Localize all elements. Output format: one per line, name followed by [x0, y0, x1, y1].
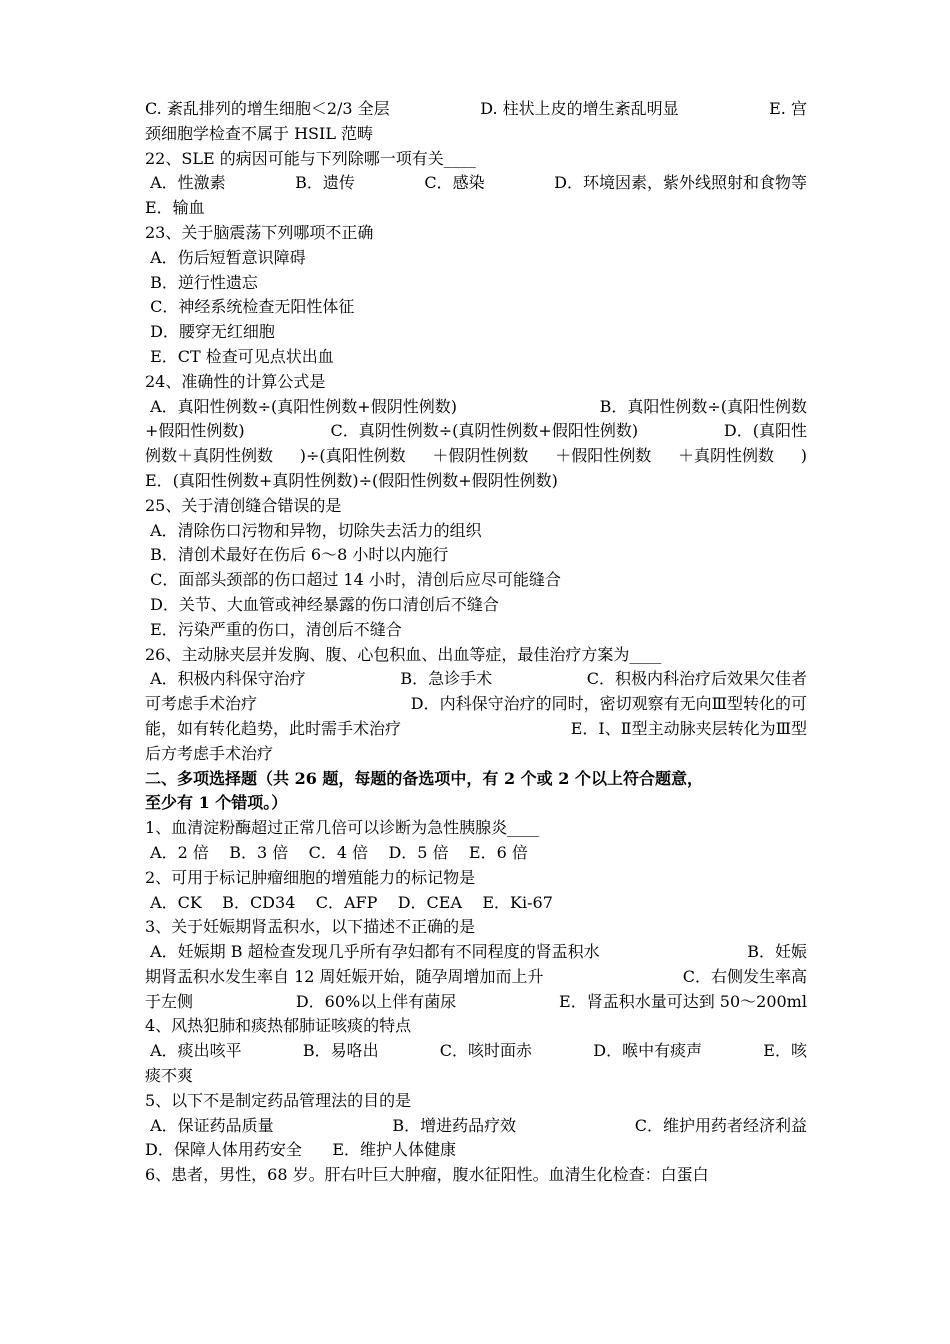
text-line: E．CT 检查可见点状出血	[145, 346, 334, 366]
text-segment: E．Ⅰ、Ⅱ型主动脉夹层转化为Ⅲ型	[570, 718, 807, 738]
text-line-justified	[145, 97, 807, 122]
text-segment: 期肾盂积水发生率自 12 周妊娠开始，随孕周增加而上升	[145, 966, 544, 986]
text-line: D．关节、大血管或神经暴露的伤口清创后不缝合	[145, 594, 499, 614]
text-segment: ＋假阴性例数	[432, 446, 529, 466]
text-segment: ＋真阴性例数	[677, 446, 774, 466]
text-segment: A．痰出咳平	[145, 1041, 242, 1061]
text-segment: D. 柱状上皮的增生紊乱明显	[480, 99, 679, 118]
text-segment: A．真阳性例数÷(真阳性例数+假阴性例数)	[145, 396, 457, 416]
text-line: 24、准确性的计算公式是	[145, 371, 326, 391]
text-segment: E．咳	[763, 1041, 807, 1061]
text-line-justified	[145, 444, 807, 469]
text-segment: C．积极内科治疗后效果欠佳者	[586, 669, 807, 689]
section-heading-line: 二、多项选择题（共 26 题，每题的备选项中，有 2 个或 2 个以上符合题意，	[145, 768, 703, 788]
text-segment: C. 紊乱排列的增生细胞＜2/3 全层	[145, 99, 390, 118]
text-segment: 可考虑手术治疗	[145, 694, 258, 714]
text-line-justified	[145, 667, 807, 692]
text-segment: A．保证药品质量	[145, 1115, 274, 1135]
text-line-justified	[145, 940, 807, 965]
text-segment: B．遗传	[295, 173, 355, 193]
document-page	[145, 97, 807, 1188]
text-segment: D．60%以上伴有菌尿	[295, 991, 457, 1011]
text-segment: B．真阳性例数÷(真阳性例数	[599, 396, 807, 416]
text-segment: C．真阴性例数÷(真阴性例数+假阳性例数)	[330, 421, 639, 441]
text-segment: )	[800, 446, 807, 466]
text-segment: D．(真阳性	[723, 421, 807, 441]
text-line-justified	[145, 717, 807, 742]
text-segment: 于左侧	[145, 991, 194, 1011]
text-line: 痰不爽	[145, 1066, 194, 1086]
text-line: 4、风热犯肺和痰热郁肺证咳痰的特点	[145, 1016, 412, 1036]
text-line: E．输血	[145, 198, 205, 218]
text-line: A．清除伤口污物和异物，切除失去活力的组织	[145, 520, 482, 540]
text-segment: B．急诊手术	[400, 669, 493, 689]
text-line: 后方考虑手术治疗	[145, 743, 274, 763]
text-segment: A．性激素	[145, 173, 226, 193]
text-line-justified	[145, 990, 807, 1015]
text-line: A．伤后短暂意识障碍	[145, 247, 306, 267]
text-line-justified	[145, 965, 807, 990]
text-line: 2、可用于标记肿瘤细胞的增殖能力的标记物是	[145, 867, 476, 887]
text-segment: C．维护用药者经济利益	[634, 1115, 807, 1135]
text-segment: C．右侧发生率高	[682, 966, 807, 986]
text-segment: +假阳性例数)	[145, 421, 245, 441]
text-line: D．保障人体用药安全 E．维护人体健康	[145, 1140, 457, 1160]
text-segment: B．易咯出	[302, 1041, 379, 1061]
text-line: 26、主动脉夹层并发胸、腹、心包积血、出血等症，最佳治疗方案为____	[145, 644, 662, 664]
text-line: 颈细胞学检查不属于 HSIL 范畴	[145, 123, 374, 143]
text-segment: E. 宫	[769, 99, 807, 118]
text-line-justified	[145, 171, 807, 196]
text-line-justified	[145, 1039, 807, 1064]
text-line: D．腰穿无红细胞	[145, 322, 275, 342]
text-line: 22、SLE 的病因可能与下列除哪一项有关____	[145, 148, 476, 168]
text-line: A．CK B．CD34 C．AFP D．CEA E．Ki-67	[145, 892, 553, 912]
text-line: 6、患者，男性，68 岁。肝右叶巨大肿瘤，腹水征阳性。血清生化检查：白蛋白	[145, 1165, 709, 1185]
text-line-justified	[145, 419, 807, 444]
text-line: C．神经系统检查无阳性体征	[145, 297, 355, 317]
text-line: E．污染严重的伤口，清创后不缝合	[145, 619, 402, 639]
text-segment: A．妊娠期 B 超检查发现几乎所有孕妇都有不同程度的肾盂积水	[145, 942, 600, 962]
text-segment: 能，如有转化趋势，此时需手术治疗	[145, 718, 402, 738]
section-heading-line: 至少有 1 个错项。）	[145, 793, 288, 813]
text-segment: ＋假阳性例数	[555, 446, 652, 466]
text-segment: D．内科保守治疗的同时，密切观察有无向Ⅲ型转化的可	[410, 694, 807, 714]
text-line: 5、以下不是制定药品管理法的目的是	[145, 1090, 412, 1110]
text-line: 23、关于脑震荡下列哪项不正确	[145, 222, 374, 242]
text-segment: C．咳时面赤	[439, 1041, 533, 1061]
text-line: E．(真阳性例数+真阴性例数)÷(假阳性例数+假阴性例数)	[145, 470, 558, 490]
text-line: 3、关于妊娠期肾盂积水，以下描述不正确的是	[145, 917, 476, 937]
text-segment: B．妊娠	[747, 942, 807, 962]
text-line-justified	[145, 692, 807, 717]
text-line: 25、关于清创缝合错误的是	[145, 495, 342, 515]
text-line: B．逆行性遗忘	[145, 272, 258, 292]
text-line: A．2 倍 B．3 倍 C．4 倍 D．5 倍 E．6 倍	[145, 842, 528, 862]
text-segment: )÷(真阳性例数	[299, 446, 406, 466]
text-line-justified	[145, 395, 807, 420]
text-segment: B．增进药品疗效	[392, 1115, 517, 1135]
text-segment: A．积极内科保守治疗	[145, 669, 306, 689]
text-line-justified	[145, 1114, 807, 1139]
text-segment: D．喉中有痰声	[593, 1041, 703, 1061]
text-segment: D．环境因素，紫外线照射和食物等	[554, 173, 807, 193]
text-segment: 例数＋真阴性例数	[145, 446, 274, 466]
text-line: B．清创术最好在伤后 6～8 小时以内施行	[145, 545, 449, 565]
text-segment: E．肾盂积水量可达到 50～200ml	[559, 991, 807, 1011]
text-line: C．面部头颈部的伤口超过 14 小时，清创后应尽可能缝合	[145, 570, 561, 590]
text-line: 1、血清淀粉酶超过正常几倍可以诊断为急性胰腺炎____	[145, 818, 540, 838]
text-segment: C．感染	[424, 173, 485, 193]
